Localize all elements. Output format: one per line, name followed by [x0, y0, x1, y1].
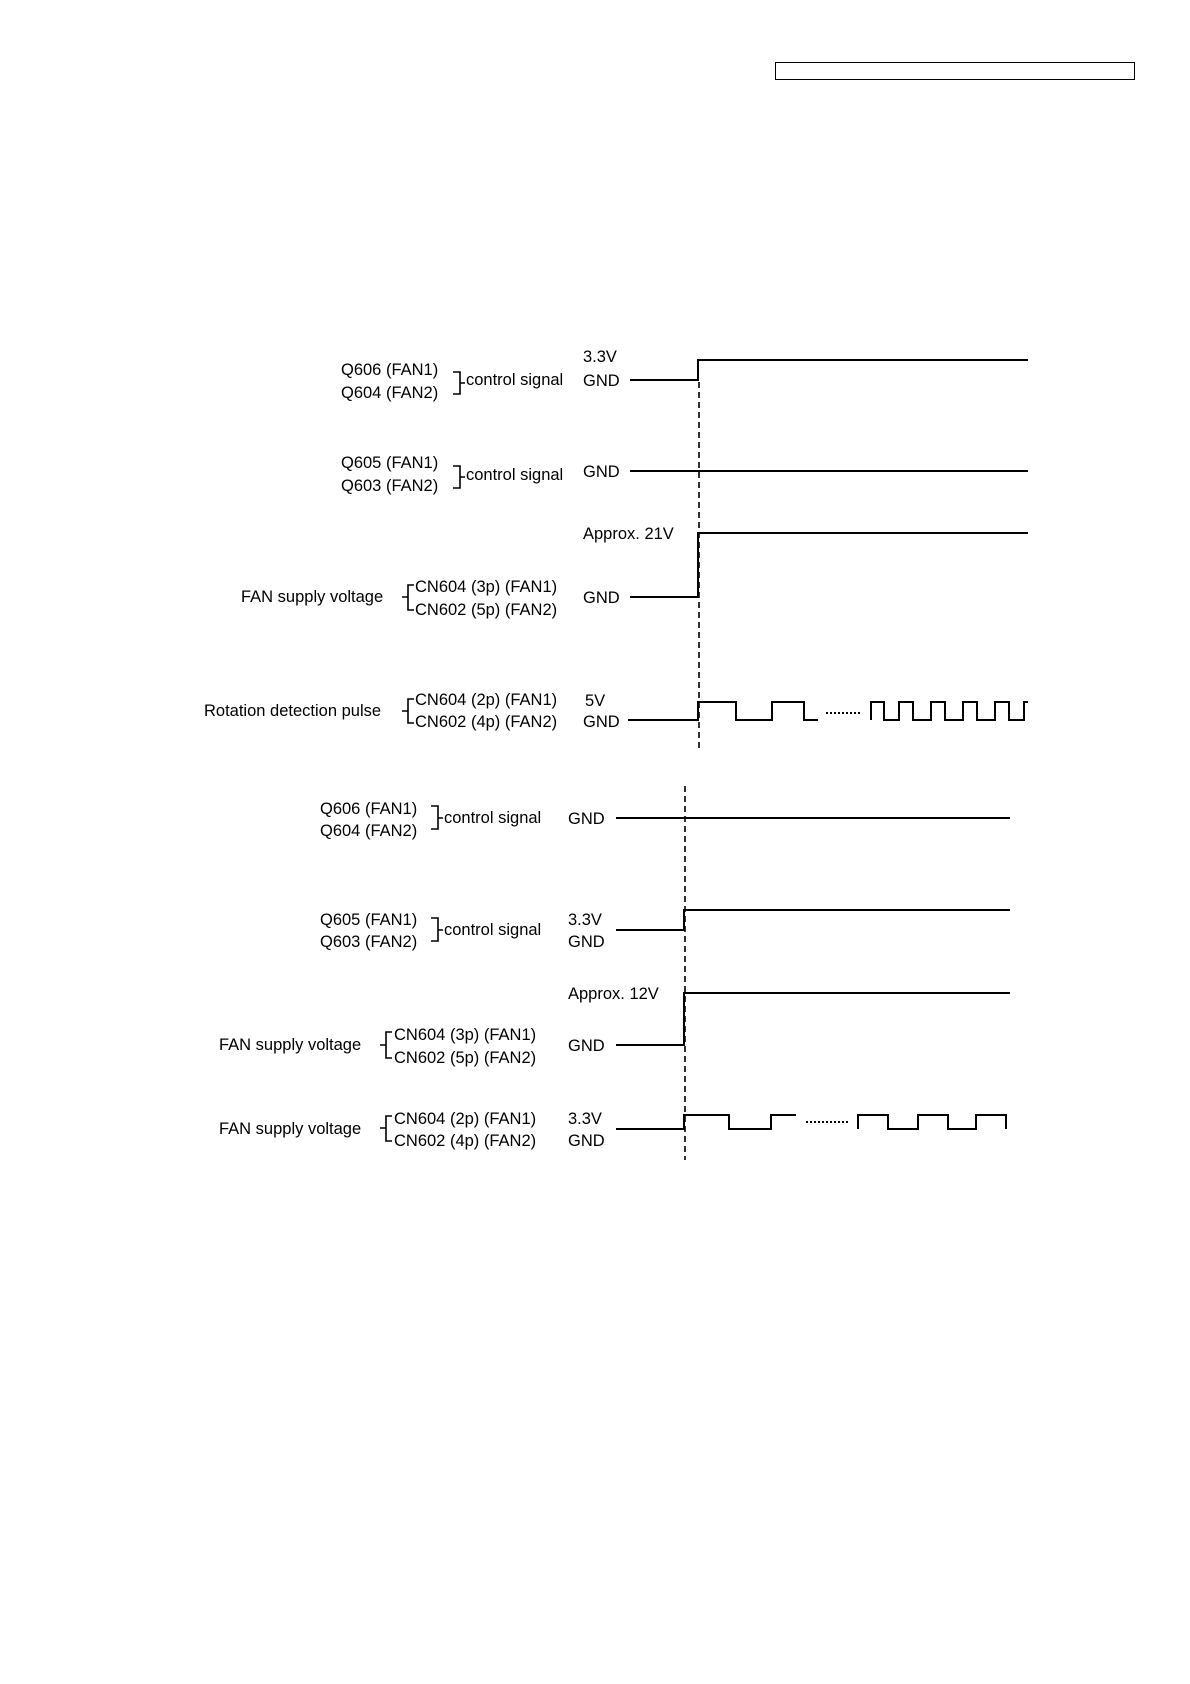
- d1-row1-name1: Q606 (FAN1): [341, 361, 439, 379]
- d2-row3-level-high: Approx. 12V: [568, 985, 659, 1003]
- d2-row1-group: control signal: [444, 809, 542, 827]
- d2-row2-group: control signal: [444, 921, 542, 939]
- d2-row2-waveform: [616, 910, 1010, 930]
- d1-row2-name1: Q605 (FAN1): [341, 454, 439, 472]
- d2-row3-brace: [380, 1032, 392, 1058]
- d1-row4-name2: CN602 (4p) (FAN2): [415, 713, 558, 731]
- d2-row2-level-low: GND: [568, 933, 605, 951]
- d2-row2-name1: Q605 (FAN1): [320, 911, 418, 929]
- d2-row2-name2: Q603 (FAN2): [320, 933, 418, 951]
- diagram1-labels: [204, 348, 674, 731]
- d1-row3-brace: [402, 585, 414, 610]
- d2-row4-pulse-end: [858, 1115, 1006, 1129]
- d1-row4-level-high: 5V: [585, 692, 606, 710]
- d1-row1-name2: Q604 (FAN2): [341, 384, 439, 402]
- d2-row4-name1: CN604 (2p) (FAN1): [394, 1110, 537, 1128]
- d1-row1-group: control signal: [466, 371, 564, 389]
- d2-row2-brace: [431, 918, 443, 941]
- d1-row4-pulse-end: [871, 702, 1028, 720]
- d1-row4-name1: CN604 (2p) (FAN1): [415, 691, 558, 709]
- d2-row4-level-high: 3.3V: [568, 1110, 602, 1128]
- diagram2-waveforms: [616, 786, 1010, 1160]
- d2-row3-name1: CN604 (3p) (FAN1): [394, 1026, 537, 1044]
- d2-row1-level-low: GND: [568, 810, 605, 828]
- diagram1-braces: [402, 372, 465, 723]
- d1-row1-level-low: GND: [583, 372, 620, 390]
- d1-row3-waveform: [630, 533, 1028, 597]
- d2-row4-pulse-start: [616, 1115, 796, 1129]
- d1-row2-level-low: GND: [583, 463, 620, 481]
- d1-row2-group: control signal: [466, 466, 564, 484]
- d2-row3-label: FAN supply voltage: [219, 1036, 362, 1054]
- d2-row1-name1: Q606 (FAN1): [320, 800, 418, 818]
- d1-row4-pulse-start: [628, 702, 818, 720]
- d1-row2-brace: [453, 466, 465, 488]
- diagram1-waveforms: [628, 360, 1028, 748]
- d1-row1-waveform: [630, 360, 1028, 380]
- d1-row2-name2: Q603 (FAN2): [341, 477, 439, 495]
- d2-row3-level-low: GND: [568, 1037, 605, 1055]
- d2-row4-level-low: GND: [568, 1132, 605, 1150]
- d1-row4-label: Rotation detection pulse: [204, 702, 382, 720]
- d1-row1-brace: [453, 372, 465, 394]
- d2-row4-brace: [380, 1116, 392, 1141]
- d2-row4-label: FAN supply voltage: [219, 1120, 362, 1138]
- d1-row3-name2: CN602 (5p) (FAN2): [415, 601, 558, 619]
- d1-row3-label: FAN supply voltage: [241, 588, 384, 606]
- d2-row1-name2: Q604 (FAN2): [320, 822, 418, 840]
- d1-row3-name1: CN604 (3p) (FAN1): [415, 578, 558, 596]
- diagram2-braces: [380, 806, 443, 1141]
- diagram2-labels: [219, 800, 659, 1150]
- d1-row3-level-low: GND: [583, 589, 620, 607]
- d2-row3-waveform: [616, 993, 1010, 1045]
- d2-row3-name2: CN602 (5p) (FAN2): [394, 1049, 537, 1067]
- d1-row1-level-high: 3.3V: [583, 348, 617, 366]
- d2-row1-brace: [431, 806, 443, 829]
- d1-row4-brace: [402, 699, 414, 723]
- d2-row2-level-high: 3.3V: [568, 911, 602, 929]
- d1-row3-level-high: Approx. 21V: [583, 525, 674, 543]
- d2-row4-name2: CN602 (4p) (FAN2): [394, 1132, 537, 1150]
- d1-row4-level-low: GND: [583, 713, 620, 731]
